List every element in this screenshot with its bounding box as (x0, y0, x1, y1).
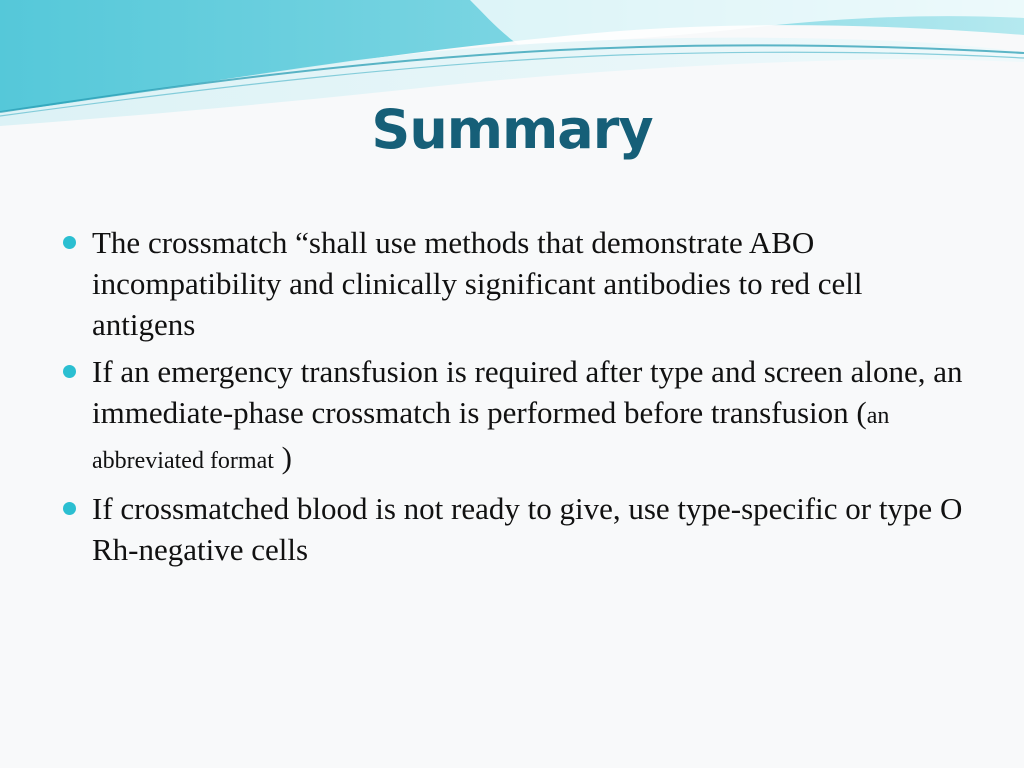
bullet-item (62, 351, 972, 482)
bullet-text: The crossmatch “shall use methods that demonstrate ABO incompatibility and clinically significant antibodies to red cell antigens (92, 225, 863, 342)
summary-bullet-list (62, 222, 972, 576)
bullet-text: If crossmatched blood is not ready to give, use type-specific or type O Rh-negative cells (92, 491, 963, 567)
bullet-item (62, 222, 972, 345)
page-title: Summary (371, 98, 653, 161)
bullet-suffix: ) (273, 440, 292, 475)
bullet-icon (63, 236, 76, 249)
bullet-icon (63, 365, 76, 378)
bullet-note: an abbreviated format (92, 403, 890, 474)
bullet-icon (63, 502, 76, 515)
bullet-item (62, 488, 972, 570)
bullet-text: If an emergency transfusion is required after type and screen alone, an immediate-phase crossmatch is performed before transfusion ( (92, 354, 963, 430)
